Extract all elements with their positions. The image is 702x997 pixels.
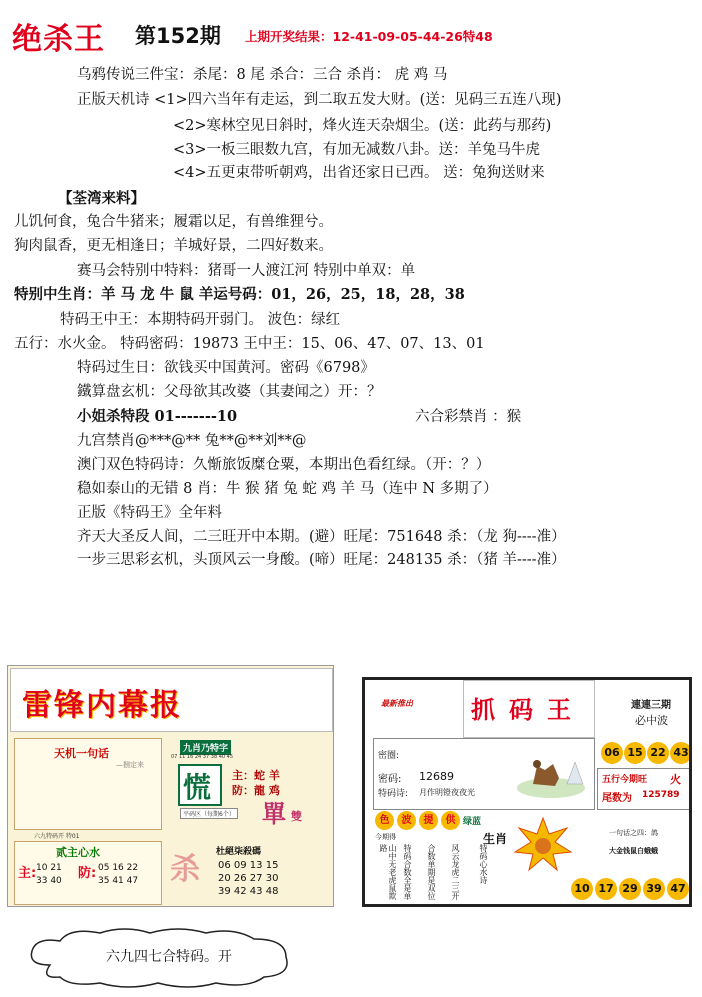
tianji-title: 天机一句话 [54, 747, 109, 760]
kill-label: 杜絕柒殺碼 [216, 847, 262, 857]
zmw-tag2: 必中波 [635, 714, 668, 727]
line-birthday: 特码过生日：欲钱买中国黄河。密码《6798》 [77, 360, 375, 376]
line-lady: 小姐杀特段 01-------10 [77, 408, 238, 425]
vertical-1: 山中无老虎鼠欺路 [379, 844, 397, 900]
bottom-num-3: 29 [619, 878, 641, 900]
vertical-5: 特码心水诗 [479, 844, 488, 884]
special-val: 月作明镫夜夜光 [419, 788, 475, 797]
bubble-text: 六九四七合特码。开 [106, 949, 232, 965]
zmw-tag1: 連連三期 [631, 700, 671, 711]
dog-landscape-image [515, 744, 587, 802]
code-label: 密圈: [378, 751, 400, 761]
bo-label-1: 色 [375, 811, 394, 830]
fang-nums: 05 16 22 [98, 863, 139, 873]
zhu-label: 主: [18, 866, 37, 881]
top-num-2: 15 [624, 742, 646, 764]
line-zodiac: 特别中生肖：羊 马 龙 牛 鼠 羊运号码：01，26，25，18，28，38 [14, 286, 465, 303]
wuxing-label: 五行今期旺 [602, 775, 648, 785]
line-quanwan-2: 狗肉鼠香，更无相逢日；羊城好景，二四好数来。 [14, 238, 333, 254]
line-wuxing: 五行：水火金。 特码密码：19873 王中王：15、06、47、07、13、01 [14, 336, 485, 352]
single-char: 單 [262, 799, 286, 828]
line-crow: 乌鸦传说三件宝：杀尾：8 尾 杀合：三合 杀肖： 虎 鸡 马 [77, 67, 448, 83]
double-char: 雙 [291, 810, 302, 823]
bottom-num-2: 17 [595, 878, 617, 900]
line-quanwan-1: 儿饥何食，兔合牛猪来；履霜以足，有兽维狸兮。 [14, 214, 333, 230]
wuxing-val: 火 [670, 773, 681, 786]
kill-nums-2: 20 26 27 30 [218, 873, 279, 884]
yiju-val: 大金钱鼠白蛾蛾 [609, 847, 658, 855]
line-macau: 澳门双色特码诗：久惭旅饭糜仓粟，本期出色看红绿。（开：？） [77, 457, 491, 473]
last-result: 上期开奖结果：12-41-09-05-44-26特48 [245, 29, 493, 44]
line-poem-4: <4>五更束带听朝鸡，出省还家日已西。 送：兔狗送财来 [173, 165, 545, 181]
line-poem-3: <3>一板三眼数九宫，有加无减数八卦。送：羊兔马牛虎 [173, 142, 541, 158]
fang-label: 防: [78, 866, 97, 881]
vertical-2: 特码合数全是单 [403, 844, 412, 900]
tianji-sign: —捌定来 [116, 761, 144, 769]
burst-image [513, 816, 573, 872]
vertical-3: 合数单期是双位 [427, 844, 436, 900]
zhu-zodiac: 主：蛇 羊 [232, 769, 280, 782]
card-leifeng-title: 雷锋内幕报 [22, 688, 182, 723]
line-poem-1: 正版天机诗 <1>四六当年有走运，到二取五发大财。(送：见码三五连八现) [77, 92, 562, 108]
card-zhuamawang [362, 677, 692, 907]
zhu-nums2: 33 40 [36, 876, 62, 886]
special-label: 特码诗: [378, 789, 409, 799]
bo-label-2: 波 [397, 811, 416, 830]
bottom-num-1: 10 [571, 878, 593, 900]
jiuxiao-nums: 07 11 16 24 37 38 40 45 [171, 754, 234, 760]
mima-val: 12689 [419, 770, 454, 783]
top-num-1: 06 [601, 742, 623, 764]
brand-title: 绝杀王 [12, 22, 105, 57]
fang-zodiac: 防：龍 鸡 [232, 784, 280, 797]
pingtou-label: 平码区（每期6个） [180, 808, 238, 819]
kill-nums-3: 39 42 43 48 [218, 886, 279, 897]
bo-label-3: 提 [419, 811, 438, 830]
line-yearly: 正版《特码王》全年料 [77, 505, 222, 521]
new-tag: 最新推出 [381, 698, 413, 708]
section-quanwan: 【荃湾来料】 [58, 190, 145, 207]
weishu-label: 尾数为 [602, 793, 632, 804]
line-king: 特码王中王：本期特码开弱门。 波色：绿红 [60, 312, 341, 328]
issue-number: 第152期 [135, 24, 221, 48]
jinqi-label: 今期得 [375, 833, 396, 841]
line-ninepalace: 九宫禁肖@***@** 兔**@**刘**@ [77, 433, 307, 449]
top-num-4: 43 [670, 742, 692, 764]
jiuxiao-label: 九肖乃特字 [180, 740, 231, 755]
big-char: 慌 [183, 771, 212, 804]
line-three-think: 一步三思彩玄机，头顶风云一身酸。(啼）旺尾：248135 杀：（猪 羊----准） [77, 552, 566, 568]
weishu-val: 125789 [642, 790, 680, 800]
bottom-num-5: 47 [667, 878, 689, 900]
card-leifeng-line1: 六九特码开 特01 [34, 833, 80, 840]
xinshui-title: 贰主心水 [56, 846, 100, 859]
yiju-label: 一句话之四：鸽 [609, 829, 658, 837]
zmw-title: 抓码王 [471, 695, 585, 724]
mima-label: 密码: [378, 774, 402, 785]
sha-char: 杀 [170, 852, 200, 887]
line-monkey-king: 齐天大圣反人间，二三旺开中本期。(避）旺尾：751648 杀：（龙 狗----准） [77, 529, 566, 545]
bo-label-5: 绿蓝 [463, 817, 482, 827]
top-num-3: 22 [647, 742, 669, 764]
line-poem-2: <2>寒林空见日斜时，烽火连天杂烟尘。(送：此药与那药) [173, 118, 552, 134]
line-ban: 六合彩禁肖 ：猴 [415, 409, 522, 425]
shengxiao-label: 生肖 [483, 832, 508, 846]
line-abacus: 鐵算盘玄机：父母欲其改婆（其妻闻之）开：？ [77, 384, 382, 400]
vertical-4: 风云龙虎二三开 [451, 844, 460, 900]
line-eight: 稳如泰山的无错 8 肖：牛 猴 猪 兔 蛇 鸡 羊 马（连中 N 多期了） [77, 481, 498, 497]
fang-nums2: 35 41 47 [98, 876, 139, 886]
bottom-num-4: 39 [643, 878, 665, 900]
bo-label-4: 供 [441, 811, 460, 830]
card-leifeng [7, 665, 334, 907]
line-horse: 赛马会特别中特料：猪哥一人渡江河 特别中单双：单 [77, 263, 416, 279]
zhu-nums: 10 21 [36, 863, 62, 873]
kill-nums-1: 06 09 13 15 [218, 860, 279, 871]
